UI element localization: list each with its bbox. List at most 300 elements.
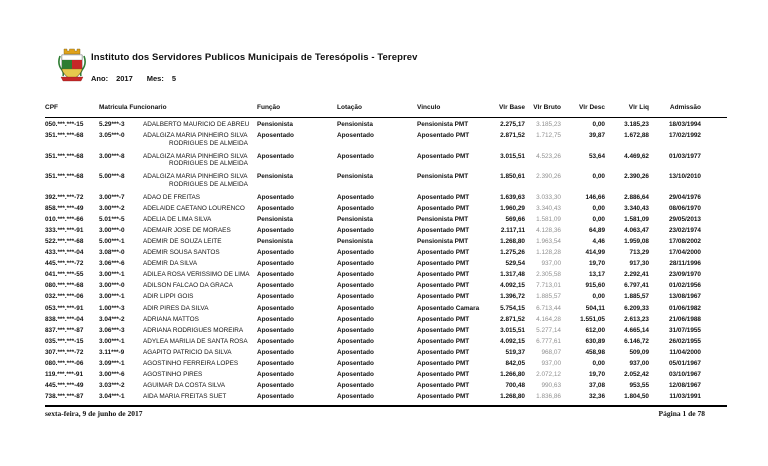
matricula-number: 3.03***-2 — [99, 382, 125, 390]
table-row — [45, 227, 727, 238]
vlr-liq-cell: 917,30 — [629, 260, 649, 268]
funcao-cell: Aposentado — [257, 271, 294, 279]
vinculo-cell: Aposentado PMT — [417, 348, 470, 356]
employee-name: AIDA MARIA FREITAS SUET — [143, 393, 227, 401]
column-header-funcao: Função — [257, 104, 281, 111]
admissao-cell: 17/02/1992 — [669, 132, 701, 140]
admissao-cell: 13/08/1967 — [669, 293, 701, 301]
lotacao-cell: Aposentado — [337, 226, 374, 234]
matricula-name-cell — [99, 393, 257, 400]
matricula-number: 3.04***-2 — [99, 315, 125, 323]
table-row — [45, 305, 727, 316]
vlr-desc-cell: 19,70 — [589, 260, 605, 268]
matricula-number: 3.00***-1 — [99, 271, 125, 279]
funcao-cell: Aposentado — [257, 371, 294, 379]
table-row — [45, 238, 727, 249]
matricula-number: 3.00***-6 — [99, 371, 125, 379]
vlr-base-cell: 1.960,29 — [500, 204, 525, 212]
employee-name: ADEMIR DE SOUZA LEITE — [143, 237, 222, 245]
table-row — [45, 293, 727, 304]
vlr-liq-cell: 953,55 — [629, 382, 649, 390]
cpf-cell: 433.***.***-04 — [45, 249, 84, 257]
lotacao-cell: Aposentado — [337, 337, 374, 345]
vlr-desc-cell: 64,89 — [589, 226, 605, 234]
funcao-cell: Aposentado — [257, 382, 294, 390]
vlr-base-cell: 4.092,15 — [500, 337, 525, 345]
vlr-bruto-cell: 6.777,61 — [536, 337, 561, 345]
cpf-cell: 119.***.***-91 — [45, 371, 84, 379]
matricula-name-cell — [99, 316, 257, 323]
vlr-liq-cell: 1.959,08 — [624, 237, 649, 245]
vlr-liq-cell: 1.885,57 — [624, 293, 649, 301]
funcao-cell: Aposentado — [257, 348, 294, 356]
employee-name: AGAPITO PATRICIO DA SILVA — [143, 348, 232, 356]
column-header-admissao: Admissão — [669, 104, 701, 111]
vlr-liq-cell: 1.804,50 — [624, 393, 649, 401]
vlr-bruto-cell: 6.713,44 — [536, 304, 561, 312]
funcao-cell: Aposentado — [257, 293, 294, 301]
column-header-vlr-liq: Vlr Liq — [628, 104, 649, 111]
lotacao-cell: Aposentado — [337, 326, 374, 334]
vinculo-cell: Aposentado PMT — [417, 260, 470, 268]
matricula-name-cell — [99, 216, 257, 223]
lotacao-cell: Aposentado — [337, 304, 374, 312]
vlr-liq-cell: 2.292,41 — [624, 271, 649, 279]
matricula-number: 3.05***-0 — [99, 132, 125, 140]
vlr-desc-cell: 0,00 — [592, 215, 605, 223]
vlr-base-cell: 700,48 — [505, 382, 525, 390]
cpf-cell: 010.***.***-66 — [45, 215, 84, 223]
employee-name: ADELIA DE LIMA SILVA — [143, 215, 212, 223]
lotacao-cell: Aposentado — [337, 152, 374, 160]
matricula-name-cell — [99, 194, 257, 201]
matricula-name-cell — [99, 238, 257, 245]
matricula-name-cell — [99, 153, 257, 168]
funcao-cell: Pensionista — [257, 215, 293, 223]
vinculo-cell: Aposentado PMT — [417, 393, 470, 401]
admissao-cell: 18/03/1994 — [669, 121, 701, 128]
cpf-cell: 858.***.***-49 — [45, 204, 84, 212]
matricula-number: 5.01***-5 — [99, 215, 125, 223]
lotacao-cell: Aposentado — [337, 360, 374, 367]
footer-page-number: Página 1 de 78 — [658, 409, 705, 418]
admissao-cell: 29/04/1976 — [669, 193, 701, 201]
funcao-cell: Aposentado — [257, 326, 294, 334]
admissao-cell: 01/03/1977 — [669, 152, 701, 160]
vinculo-cell: Aposentado PMT — [417, 326, 470, 334]
vinculo-cell: Aposentado PMT — [417, 293, 470, 301]
vinculo-cell: Aposentado PMT — [417, 249, 470, 257]
vlr-liq-cell: 3.340,43 — [624, 204, 649, 212]
cpf-cell: 351.***.***-68 — [45, 152, 84, 160]
vinculo-cell: Aposentado PMT — [417, 271, 470, 279]
vlr-bruto-cell: 1.963,54 — [536, 237, 561, 245]
lotacao-cell: Pensionista — [337, 173, 373, 181]
table-row — [45, 349, 727, 360]
vlr-bruto-cell: 937,00 — [541, 260, 561, 268]
lotacao-cell: Pensionista — [337, 121, 373, 128]
matricula-number: 5.29***-3 — [99, 121, 125, 128]
vinculo-cell: Aposentado PMT — [417, 193, 470, 201]
vlr-base-cell: 2.871,52 — [500, 315, 525, 323]
vinculo-cell: Aposentado Camara — [417, 304, 480, 312]
vlr-base-cell: 3.015,51 — [500, 152, 525, 160]
admissao-cell: 08/06/1970 — [669, 204, 701, 212]
funcao-cell: Aposentado — [257, 152, 294, 160]
vlr-liq-cell: 4.665,14 — [624, 326, 649, 334]
cpf-cell: 838.***.***-04 — [45, 315, 84, 323]
employee-name: ADIR LIPPI GOIS — [143, 293, 194, 301]
table-header-row — [45, 104, 727, 111]
table-row — [45, 282, 727, 293]
header-divider-line — [45, 117, 727, 118]
cpf-cell: 080.***.***-68 — [45, 282, 84, 290]
vlr-liq-cell: 2.052,42 — [624, 371, 649, 379]
lotacao-cell: Aposentado — [337, 282, 374, 290]
employee-name: ADIR PIRES DA SILVA — [143, 304, 209, 312]
table-row — [45, 132, 727, 153]
matricula-name-cell — [99, 360, 257, 367]
funcao-cell: Aposentado — [257, 360, 294, 367]
vinculo-cell: Aposentado PMT — [417, 132, 470, 140]
admissao-cell: 26/02/1955 — [669, 337, 701, 345]
month-label: Mes: — [146, 74, 164, 83]
column-header-vlr-bruto: Vlr Bruto — [533, 104, 561, 111]
matricula-name-cell — [99, 282, 257, 289]
employee-name: ADILSON FALCAO DA GRACA — [143, 282, 233, 290]
table-row — [45, 316, 727, 327]
vinculo-cell: Pensionista PMT — [417, 215, 469, 223]
vlr-base-cell: 1.268,80 — [500, 393, 525, 401]
vlr-bruto-cell: 5.277,14 — [536, 326, 561, 334]
vlr-base-cell: 1.639,63 — [500, 193, 525, 201]
vlr-base-cell: 529,54 — [505, 260, 525, 268]
vlr-base-cell: 5.754,15 — [500, 304, 525, 312]
month-value: 5 — [171, 74, 177, 83]
vinculo-cell: Aposentado PMT — [417, 337, 470, 345]
vlr-bruto-cell: 2.305,58 — [536, 271, 561, 279]
vlr-bruto-cell: 3.185,23 — [536, 121, 561, 128]
cpf-cell: 041.***.***-55 — [45, 271, 84, 279]
column-header-lotacao: Lotação — [337, 104, 362, 111]
lotacao-cell: Aposentado — [337, 348, 374, 356]
lotacao-cell: Aposentado — [337, 315, 374, 323]
admissao-cell: 05/01/1967 — [669, 360, 701, 367]
vlr-bruto-cell: 1.581,09 — [536, 215, 561, 223]
vinculo-cell: Aposentado PMT — [417, 382, 470, 390]
employee-name: ADEMIR SOUSA SANTOS — [143, 249, 220, 257]
vlr-liq-cell: 2.886,64 — [624, 193, 649, 201]
lotacao-cell: Pensionista — [337, 237, 373, 245]
matricula-number: 3.09***-1 — [99, 360, 125, 367]
vinculo-cell: Aposentado PMT — [417, 226, 470, 234]
admissao-cell: 11/04/2000 — [669, 348, 701, 356]
cpf-cell: 351.***.***-68 — [45, 173, 84, 181]
vlr-liq-cell: 6.146,72 — [624, 337, 649, 345]
employee-name: AGOSTINHO PIRES — [143, 371, 203, 379]
funcao-cell: Pensionista — [257, 237, 293, 245]
vlr-desc-cell: 0,00 — [592, 360, 605, 367]
vlr-liq-cell: 1.672,88 — [624, 132, 649, 140]
matricula-name-cell — [99, 293, 257, 300]
funcao-cell: Aposentado — [257, 337, 294, 345]
page-title: Instituto dos Servidores Publicos Municipais de Teresópolis - Tereprev — [91, 52, 418, 63]
vlr-bruto-cell: 3.340,43 — [536, 204, 561, 212]
vlr-base-cell: 2.117,11 — [500, 226, 525, 234]
vlr-desc-cell: 504,11 — [585, 304, 605, 312]
vlr-bruto-cell: 1.712,75 — [536, 132, 561, 140]
vlr-base-cell: 4.092,15 — [500, 282, 525, 290]
lotacao-cell: Aposentado — [337, 371, 374, 379]
lotacao-cell: Aposentado — [337, 393, 374, 401]
vlr-bruto-cell: 1.885,57 — [536, 293, 561, 301]
employee-name: ADELAIDE CAETANO LOURENCO — [143, 204, 245, 212]
cpf-cell: 035.***.***-15 — [45, 337, 84, 345]
vlr-desc-cell: 1.551,05 — [580, 315, 605, 323]
matricula-number: 3.00***-1 — [99, 337, 125, 345]
vlr-desc-cell: 915,60 — [585, 282, 605, 290]
table-row — [45, 153, 727, 174]
cpf-cell: 445.***.***-49 — [45, 382, 84, 390]
table-row — [45, 271, 727, 282]
vlr-base-cell: 2.275,17 — [500, 121, 525, 128]
matricula-number: 3.04***-1 — [99, 393, 125, 401]
table-row — [45, 393, 727, 404]
vinculo-cell: Aposentado PMT — [417, 360, 470, 367]
admissao-cell: 13/10/2010 — [669, 173, 701, 181]
employee-name: ADEMIR DA SILVA — [143, 260, 198, 268]
matricula-number: 3.00***-2 — [99, 204, 125, 212]
matricula-name-cell — [99, 173, 257, 188]
admissao-cell: 01/06/1982 — [669, 304, 701, 312]
admissao-cell: 03/10/1967 — [669, 371, 701, 379]
vlr-base-cell: 3.015,51 — [500, 326, 525, 334]
cpf-cell: 032.***.***-06 — [45, 293, 84, 301]
vlr-liq-cell: 4.063,47 — [624, 226, 649, 234]
vlr-liq-cell: 2.390,26 — [624, 173, 649, 181]
lotacao-cell: Aposentado — [337, 132, 374, 140]
employee-name: ADEMAIR JOSE DE MORAES — [143, 226, 231, 234]
lotacao-cell: Aposentado — [337, 249, 374, 257]
vlr-bruto-cell: 3.033,30 — [536, 193, 561, 201]
matricula-number: 5.00***-8 — [99, 173, 125, 181]
vlr-liq-cell: 6.797,41 — [624, 282, 649, 290]
vlr-bruto-cell: 4.128,36 — [536, 226, 561, 234]
vinculo-cell: Pensionista PMT — [417, 121, 469, 128]
matricula-number: 3.11***-9 — [99, 348, 125, 356]
vlr-base-cell: 1.266,80 — [500, 371, 525, 379]
funcao-cell: Aposentado — [257, 226, 294, 234]
funcao-cell: Aposentado — [257, 260, 294, 268]
employee-name: ADRIANA RODRIGUES MOREIRA — [143, 326, 244, 334]
admissao-cell: 31/07/1955 — [669, 326, 701, 334]
lotacao-cell: Aposentado — [337, 271, 374, 279]
vlr-liq-cell: 4.469,62 — [624, 152, 649, 160]
matricula-name-cell — [99, 338, 257, 345]
year-value: 2017 — [116, 74, 133, 83]
matricula-name-cell — [99, 371, 257, 378]
vlr-bruto-cell: 1.836,86 — [536, 393, 561, 401]
vlr-desc-cell: 37,08 — [589, 382, 605, 390]
funcao-cell: Aposentado — [257, 304, 294, 312]
table-row — [45, 327, 727, 338]
vlr-liq-cell: 3.185,23 — [624, 121, 649, 128]
matricula-name-cell — [99, 382, 257, 389]
vlr-liq-cell: 6.209,33 — [624, 304, 649, 312]
vlr-desc-cell: 39,87 — [589, 132, 605, 140]
cpf-cell: 307.***.***-72 — [45, 348, 84, 356]
table-row — [45, 216, 727, 227]
employee-name: ADALBERTO MAURICIO DE ABREU — [143, 121, 250, 128]
footer-date: sexta-feira, 9 de junho de 2017 — [45, 409, 143, 418]
admissao-cell: 01/02/1956 — [669, 282, 701, 290]
table-row — [45, 194, 727, 205]
funcao-cell: Aposentado — [257, 132, 294, 140]
vlr-bruto-cell: 937,00 — [541, 360, 561, 367]
table-row — [45, 360, 727, 371]
matricula-number: 3.00***-1 — [99, 293, 125, 301]
cpf-cell: 351.***.***-68 — [45, 132, 84, 140]
vlr-bruto-cell: 990,63 — [541, 382, 561, 390]
table-bottom-line — [45, 405, 727, 407]
table-row — [45, 338, 727, 349]
vlr-desc-cell: 0,00 — [592, 173, 605, 181]
vlr-bruto-cell: 1.128,28 — [536, 249, 561, 257]
vlr-liq-cell: 2.613,23 — [624, 315, 649, 323]
cpf-cell: 053.***.***-91 — [45, 304, 84, 312]
funcao-cell: Aposentado — [257, 315, 294, 323]
column-header-matricula: Matricula Funcionario — [99, 104, 167, 111]
vlr-desc-cell: 414,99 — [585, 249, 605, 257]
cpf-cell: 333.***.***-91 — [45, 226, 84, 234]
cpf-cell: 080.***.***-06 — [45, 360, 84, 367]
matricula-number: 3.00***-8 — [99, 152, 125, 160]
table-row — [45, 371, 727, 382]
vlr-desc-cell: 0,00 — [592, 293, 605, 301]
vlr-desc-cell: 612,00 — [585, 326, 605, 334]
cpf-cell: 445.***.***-72 — [45, 260, 84, 268]
vlr-liq-cell: 1.581,09 — [624, 215, 649, 223]
column-header-vlr-base: Vlr Base — [498, 104, 525, 111]
vlr-base-cell: 1.396,72 — [500, 293, 525, 301]
matricula-number: 3.00***-7 — [99, 193, 125, 201]
vlr-base-cell: 842,05 — [505, 360, 525, 367]
admissao-cell: 17/04/2000 — [669, 249, 701, 257]
vlr-base-cell: 519,37 — [505, 348, 525, 356]
employee-name: AGUIMAR DA COSTA SILVA — [143, 382, 226, 390]
employee-name: ADRIANA MATTOS — [143, 315, 199, 323]
matricula-name-cell — [99, 271, 257, 278]
report-period — [91, 74, 190, 83]
vlr-desc-cell: 458,98 — [585, 348, 605, 356]
employee-name: ADALGIZA MARIA PINHEIRO SILVA RODRIGUES DE ALMEIDA — [143, 132, 248, 147]
employee-name: ADYLEA MARILIA DE SANTA ROSA — [143, 337, 248, 345]
vlr-base-cell: 1.850,61 — [500, 173, 525, 181]
vlr-desc-cell: 0,00 — [592, 204, 605, 212]
funcao-cell: Aposentado — [257, 249, 294, 257]
admissao-cell: 28/11/1996 — [669, 260, 701, 268]
column-header-vinculo: Vinculo — [417, 104, 441, 111]
vlr-desc-cell: 0,00 — [592, 121, 605, 128]
cpf-cell: 522.***.***-68 — [45, 237, 84, 245]
lotacao-cell: Aposentado — [337, 293, 374, 301]
vlr-desc-cell: 146,66 — [585, 193, 605, 201]
vlr-base-cell: 1.317,48 — [500, 271, 525, 279]
lotacao-cell: Aposentado — [337, 382, 374, 390]
vlr-desc-cell: 13,17 — [589, 271, 605, 279]
vlr-base-cell: 569,66 — [505, 215, 525, 223]
matricula-name-cell — [99, 227, 257, 234]
admissao-cell: 23/02/1974 — [669, 226, 701, 234]
matricula-number: 3.06***-3 — [99, 326, 125, 334]
admissao-cell: 23/09/1970 — [669, 271, 701, 279]
vlr-bruto-cell: 4.523,26 — [536, 152, 561, 160]
vlr-desc-cell: 19,70 — [589, 371, 605, 379]
lotacao-cell: Aposentado — [337, 204, 374, 212]
matricula-name-cell — [99, 349, 257, 356]
column-header-cpf: CPF — [45, 104, 58, 111]
matricula-name-cell — [99, 327, 257, 334]
vlr-liq-cell: 713,29 — [629, 249, 649, 257]
employee-name: ADALGIZA MARIA PINHEIRO SILVA RODRIGUES DE ALMEIDA — [143, 152, 248, 167]
admissao-cell: 11/03/1991 — [669, 393, 701, 401]
table-row — [45, 249, 727, 260]
matricula-number: 3.00***-0 — [99, 226, 125, 234]
employee-name: AGOSTINHO FERREIRA LOPES — [143, 360, 239, 367]
vlr-desc-cell: 630,89 — [585, 337, 605, 345]
matricula-name-cell — [99, 132, 257, 147]
vlr-bruto-cell: 7.713,01 — [536, 282, 561, 290]
vinculo-cell: Pensionista PMT — [417, 173, 469, 181]
matricula-name-cell — [99, 305, 257, 312]
admissao-cell: 12/08/1967 — [669, 382, 701, 390]
matricula-name-cell — [99, 121, 257, 128]
matricula-name-cell — [99, 249, 257, 256]
funcao-cell: Aposentado — [257, 193, 294, 201]
matricula-number: 1.00***-3 — [99, 304, 125, 312]
matricula-name-cell — [99, 205, 257, 212]
cpf-cell: 837.***.***-87 — [45, 326, 84, 334]
lotacao-cell: Aposentado — [337, 260, 374, 268]
matricula-number: 3.08***-0 — [99, 249, 125, 257]
vlr-bruto-cell: 2.390,26 — [536, 173, 561, 181]
cpf-cell: 050.***.***-15 — [45, 121, 84, 128]
funcao-cell: Aposentado — [257, 204, 294, 212]
vlr-bruto-cell: 4.164,28 — [536, 315, 561, 323]
vlr-base-cell: 2.871,52 — [500, 132, 525, 140]
vlr-desc-cell: 4,46 — [592, 237, 605, 245]
year-label: Ano: — [91, 74, 109, 83]
lotacao-cell: Aposentado — [337, 193, 374, 201]
vinculo-cell: Aposentado PMT — [417, 371, 470, 379]
table-row — [45, 173, 727, 194]
vlr-liq-cell: 509,09 — [629, 348, 649, 356]
vinculo-cell: Aposentado PMT — [417, 152, 470, 160]
vlr-liq-cell: 937,00 — [629, 360, 649, 367]
municipal-coat-of-arms-icon — [57, 46, 87, 84]
matricula-name-cell — [99, 260, 257, 267]
funcao-cell: Pensionista — [257, 121, 293, 128]
vlr-bruto-cell: 968,07 — [541, 348, 561, 356]
vlr-base-cell: 1.275,26 — [500, 249, 525, 257]
table-row — [45, 205, 727, 216]
cpf-cell: 392.***.***-72 — [45, 193, 84, 201]
vinculo-cell: Pensionista PMT — [417, 237, 469, 245]
vlr-bruto-cell: 2.072,12 — [536, 371, 561, 379]
employee-name: ADILEA ROSA VERISSIMO DE LIMA — [143, 271, 250, 279]
column-header-vlr-desc: Vlr Desc — [578, 104, 605, 111]
funcao-cell: Aposentado — [257, 282, 294, 290]
